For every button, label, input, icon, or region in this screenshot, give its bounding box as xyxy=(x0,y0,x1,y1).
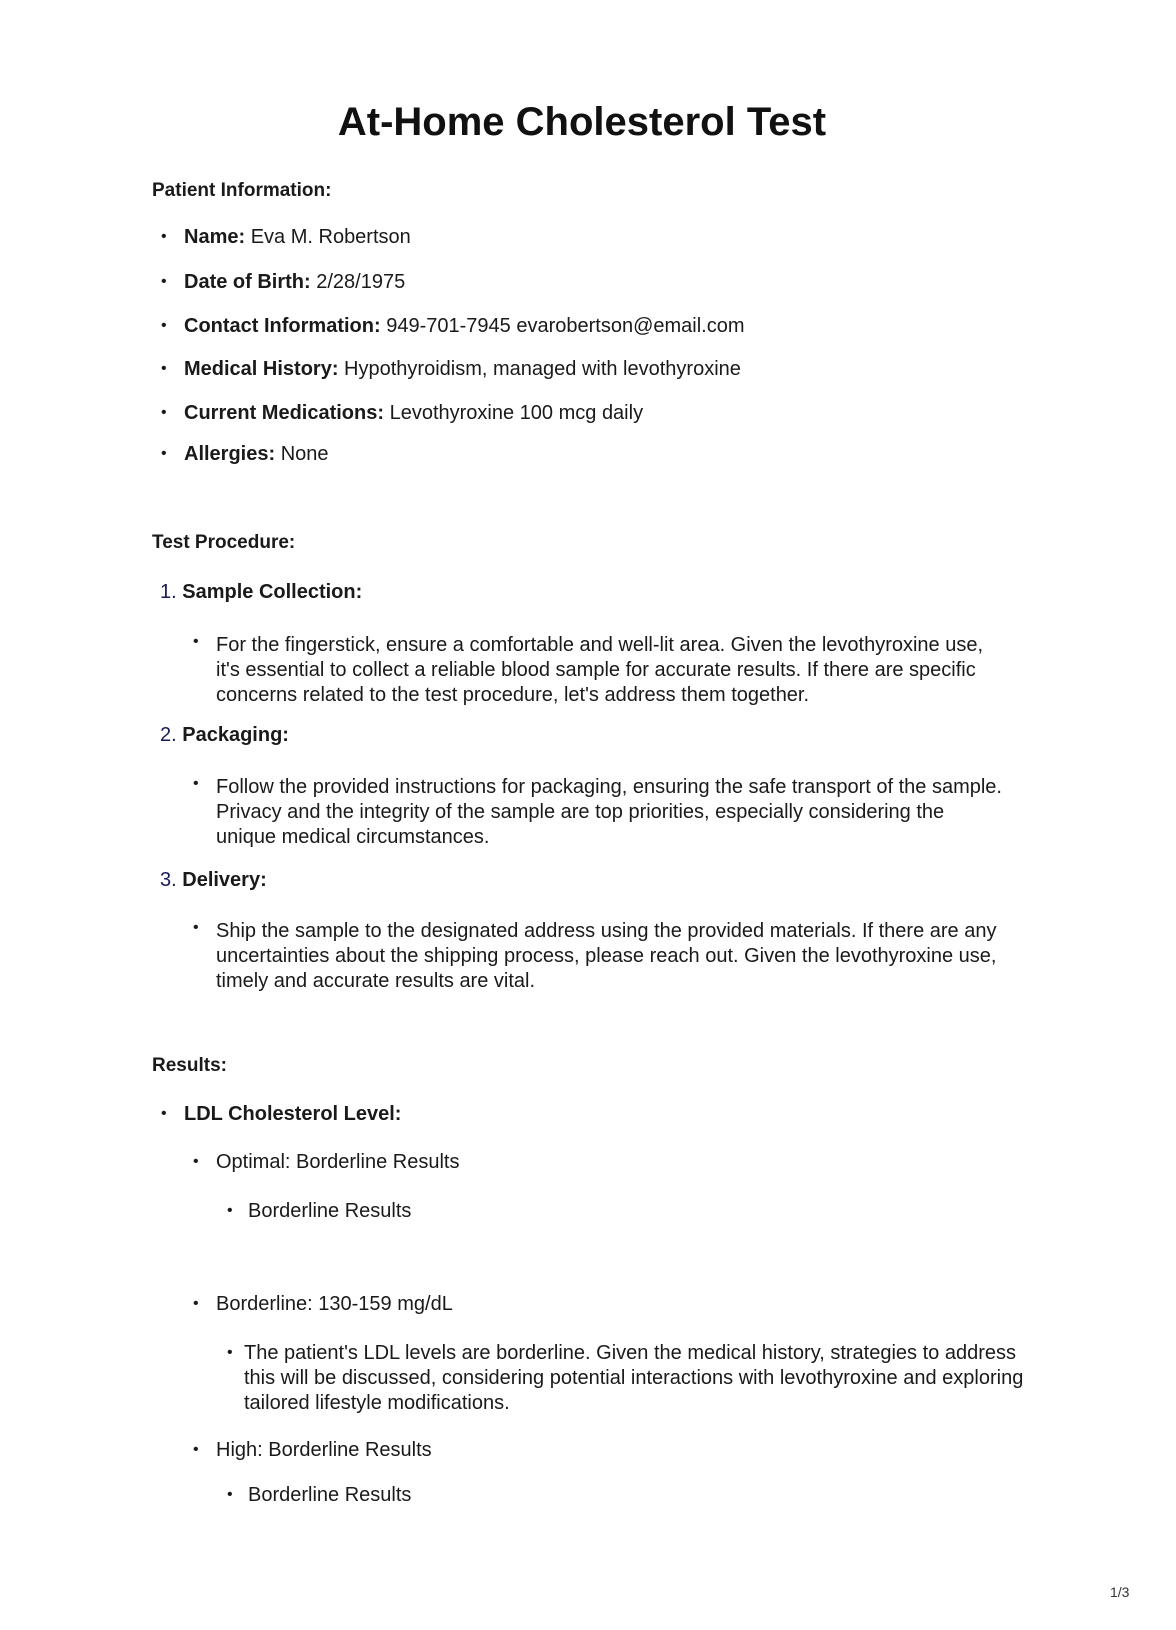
optimal-row xyxy=(216,1150,459,1174)
high-row xyxy=(216,1438,432,1462)
borderline-note: The patient's LDL levels are borderline. Given the medical history, strategies to address this will be discussed, considering potential interactions with levothyroxine and exploring tailored lifestyle modifications. xyxy=(244,1342,1024,1414)
field-label: Allergies: xyxy=(184,443,276,465)
bullet-icon: • xyxy=(161,360,167,377)
step-title: Packaging: xyxy=(182,724,289,746)
list-item xyxy=(184,357,741,381)
bullet-icon: • xyxy=(227,1202,233,1219)
range-label: Optimal: xyxy=(216,1151,291,1173)
step-description: For the fingerstick, ensure a comfortable and well-lit area. Given the levothyroxine use, it's essential to collect a reliable blood sample for accurate results. If there are specific concerns related to the test procedure, let's address them together. xyxy=(216,634,984,706)
procedure-step xyxy=(160,723,289,747)
step-description: Ship the sample to the designated address using the provided materials. If there are any uncertainties about the shipping process, please reach out. Given the levothyroxine use, timely and accurate results are vital. xyxy=(216,920,997,992)
list-item xyxy=(184,225,411,249)
bullet-icon: • xyxy=(193,919,199,936)
results-heading: Results: xyxy=(152,1055,227,1076)
ldl-label: LDL Cholesterol Level: xyxy=(184,1103,402,1125)
step-number: 3. xyxy=(160,869,177,891)
step-number: 1. xyxy=(160,581,177,603)
list-item xyxy=(184,442,329,466)
field-label: Contact Information: xyxy=(184,315,381,337)
range-value: Borderline Results xyxy=(268,1439,432,1461)
test-procedure-heading: Test Procedure: xyxy=(152,532,296,553)
bullet-icon: • xyxy=(193,775,199,792)
optimal-note: Borderline Results xyxy=(248,1200,412,1222)
borderline-row xyxy=(216,1292,453,1316)
page-number: 1/3 xyxy=(1110,1584,1130,1600)
step-number: 2. xyxy=(160,724,177,746)
bullet-icon: • xyxy=(193,1295,199,1312)
range-value: Borderline Results xyxy=(296,1151,460,1173)
high-note: Borderline Results xyxy=(248,1484,412,1506)
range-label: High: xyxy=(216,1439,263,1461)
step-title: Sample Collection: xyxy=(182,581,363,603)
field-label: Name: xyxy=(184,226,246,248)
field-value: Levothyroxine 100 mcg daily xyxy=(389,402,644,424)
patient-info-heading: Patient Information: xyxy=(152,180,332,201)
list-item xyxy=(184,270,405,294)
field-value: 949-701-7945 evarobertson@email.com xyxy=(386,315,745,337)
list-item xyxy=(184,314,745,338)
procedure-step xyxy=(160,868,267,892)
bullet-icon: • xyxy=(161,273,167,290)
bullet-icon: • xyxy=(161,228,167,245)
page-title: At-Home Cholesterol Test xyxy=(337,100,827,144)
procedure-step xyxy=(160,580,362,604)
step-title: Delivery: xyxy=(182,869,267,891)
bullet-icon: • xyxy=(193,633,199,650)
bullet-icon: • xyxy=(161,317,167,334)
range-label: Borderline: xyxy=(216,1293,313,1315)
field-label: Date of Birth: xyxy=(184,271,311,293)
bullet-icon: • xyxy=(193,1153,199,1170)
field-value: Eva M. Robertson xyxy=(250,226,411,248)
field-value: Hypothyroidism, managed with levothyroxine xyxy=(344,358,741,380)
field-value: 2/28/1975 xyxy=(316,271,406,293)
field-label: Medical History: xyxy=(184,358,339,380)
range-value: 130-159 mg/dL xyxy=(318,1293,453,1315)
bullet-icon: • xyxy=(227,1344,233,1361)
field-value: None xyxy=(280,443,329,465)
step-description: Follow the provided instructions for packaging, ensuring the safe transport of the sample. Privacy and the integrity of the sample are top priorities, especially considering the unique medical circumstances. xyxy=(216,776,1002,848)
bullet-icon: • xyxy=(161,1105,167,1122)
bullet-icon: • xyxy=(227,1486,233,1503)
bullet-icon: • xyxy=(161,445,167,462)
list-item xyxy=(184,401,643,425)
bullet-icon: • xyxy=(193,1441,199,1458)
field-label: Current Medications: xyxy=(184,402,385,424)
bullet-icon: • xyxy=(161,404,167,421)
